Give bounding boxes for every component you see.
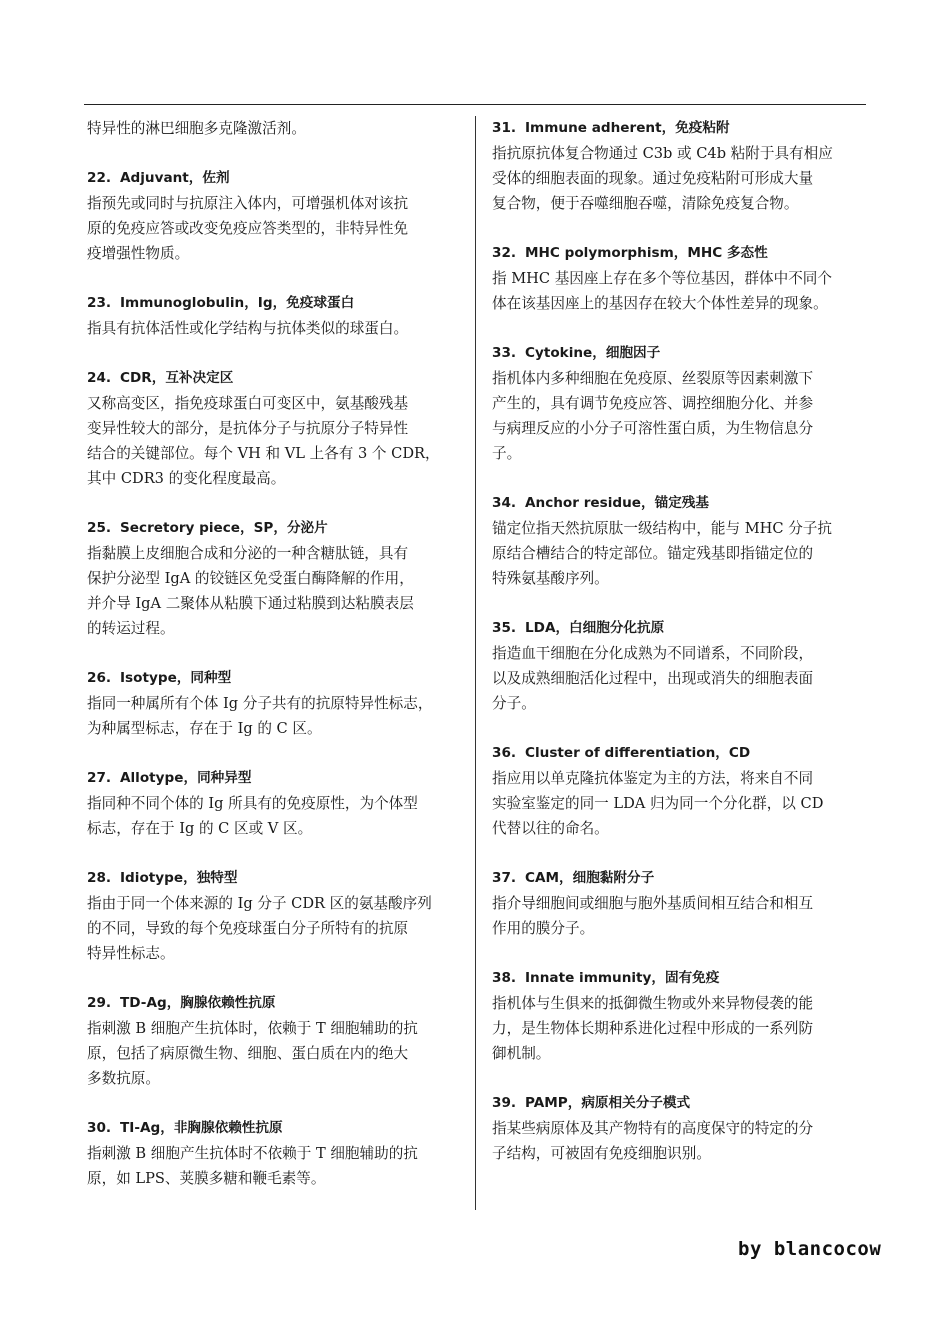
- entry-term: Innate immunity，固有免疫: [525, 970, 720, 986]
- glossary-entry: [492, 241, 870, 316]
- entry-term: Anchor residue，锚定残基: [525, 495, 709, 511]
- definition-line: 并介导 IgA 二聚体从粘膜下通过粘膜到达粘膜表层: [87, 595, 414, 612]
- entry-term: CAM，细胞黏附分子: [525, 870, 655, 886]
- definition-line: 的不同，导致的每个免疫球蛋白分子所特有的抗原: [87, 920, 409, 937]
- entry-number: 22.: [87, 170, 112, 186]
- glossary-entry: [87, 516, 467, 641]
- entry-definition: [87, 691, 467, 741]
- entry-definition: [87, 191, 467, 266]
- entry-number: 27.: [87, 770, 112, 786]
- glossary-entry: [87, 666, 467, 741]
- entry-term: Allotype，同种异型: [120, 770, 252, 786]
- definition-line: 其中 CDR3 的变化程度最高。: [87, 470, 286, 487]
- entry-number: 26.: [87, 670, 112, 686]
- entry-title: [492, 741, 870, 766]
- entry-title: [492, 491, 870, 516]
- definition-line: 特殊氨基酸序列。: [492, 570, 609, 587]
- entry-term: Idiotype，独特型: [120, 870, 238, 886]
- definition-line: 原的免疫应答或改变免疫应答类型的，非特异性免: [87, 220, 409, 237]
- entry-title: [492, 866, 870, 891]
- entry-definition: [492, 366, 870, 466]
- definition-line: 特异性标志。: [87, 945, 175, 962]
- entry-title: [87, 166, 467, 191]
- entry-number: 39.: [492, 1095, 517, 1111]
- definition-line: 指由于同一个体来源的 Ig 分子 CDR 区的氨基酸序列: [87, 895, 432, 912]
- entry-title: [87, 866, 467, 891]
- author-signature: by blancocow: [738, 1238, 882, 1260]
- definition-line: 以及成熟细胞活化过程中，出现或消失的细胞表面: [492, 670, 814, 687]
- glossary-entry: [87, 866, 467, 966]
- entry-title: [87, 366, 467, 391]
- entry-title: [492, 616, 870, 641]
- definition-line: 实验室鉴定的同一 LDA 归为同一个分化群，以 CD: [492, 795, 824, 812]
- entry-title: [87, 666, 467, 691]
- entry-term: LDA，白细胞分化抗原: [525, 620, 665, 636]
- definition-line: 指同一种属所有个体 Ig 分子共有的抗原特异性标志，: [87, 695, 433, 712]
- entry-definition: [87, 891, 467, 966]
- definition-line: 与病理反应的小分子可溶性蛋白质，为生物信息分: [492, 420, 814, 437]
- definition-line: 变异性较大的部分，是抗体分子与抗原分子特异性: [87, 420, 409, 437]
- definition-line: 指应用以单克隆抗体鉴定为主的方法，将来自不同: [492, 770, 814, 787]
- definition-line: 指抗原抗体复合物通过 C3b 或 C4b 粘附于具有相应: [492, 145, 833, 162]
- entry-term: Isotype，同种型: [120, 670, 232, 686]
- definition-line: 指造血干细胞在分化成熟为不同谱系，不同阶段，: [492, 645, 814, 662]
- entry-definition: [87, 791, 467, 841]
- entry-number: 32.: [492, 245, 517, 261]
- glossary-entry: [492, 616, 870, 716]
- entry-definition: [492, 991, 870, 1066]
- entry-definition: [492, 766, 870, 841]
- entry-number: 31.: [492, 120, 517, 136]
- column-divider: [475, 116, 476, 1210]
- entry-definition: [492, 1116, 870, 1166]
- definition-line: 指同种不同个体的 Ig 所具有的免疫原性，为个体型: [87, 795, 418, 812]
- definition-line: 原，包括了病原微生物、细胞、蛋白质在内的绝大: [87, 1045, 409, 1062]
- definition-line: 受体的细胞表面的现象。通过免疫粘附可形成大量: [492, 170, 814, 187]
- entry-term: TD-Ag，胸腺依赖性抗原: [120, 995, 276, 1011]
- entry-number: 24.: [87, 370, 112, 386]
- entry-title: [492, 966, 870, 991]
- entry-title: [87, 766, 467, 791]
- entry-number: 29.: [87, 995, 112, 1011]
- entry-definition: [87, 541, 467, 641]
- entry-definition: [87, 1016, 467, 1091]
- entry-number: 23.: [87, 295, 112, 311]
- entry-title: [87, 291, 467, 316]
- glossary-entry: [492, 491, 870, 591]
- definition-line: 子结构，可被固有免疫细胞识别。: [492, 1145, 711, 1162]
- entry-definition: [87, 1141, 467, 1191]
- entry-title: [492, 1091, 870, 1116]
- left-column: [87, 116, 467, 1191]
- definition-line: 分子。: [492, 695, 536, 712]
- entry-definition: [87, 391, 467, 491]
- definition-line: 原，如 LPS、荚膜多糖和鞭毛素等。: [87, 1170, 326, 1187]
- entry-term: CDR，互补决定区: [120, 370, 234, 386]
- entry-term: PAMP，病原相关分子模式: [525, 1095, 691, 1111]
- entry-title: [87, 1116, 467, 1141]
- glossary-entry: [492, 966, 870, 1066]
- entry-title: [87, 516, 467, 541]
- definition-line: 为种属型标志，存在于 Ig 的 C 区。: [87, 720, 322, 737]
- right-column: [492, 116, 870, 1166]
- glossary-entry: [492, 866, 870, 941]
- definition-line: 指 MHC 基因座上存在多个等位基因，群体中不同个: [492, 270, 832, 287]
- entry-definition: [492, 516, 870, 591]
- entry-title: [492, 341, 870, 366]
- definition-line: 又称高变区，指免疫球蛋白可变区中，氨基酸残基: [87, 395, 409, 412]
- definition-line: 锚定位指天然抗原肽一级结构中，能与 MHC 分子抗: [492, 520, 832, 537]
- definition-line: 保护分泌型 IgA 的铰链区免受蛋白酶降解的作用，: [87, 570, 414, 587]
- entry-number: 37.: [492, 870, 517, 886]
- entry-term: Cytokine，细胞因子: [525, 345, 661, 361]
- entry-definition: [492, 891, 870, 941]
- definition-line: 指机体内多种细胞在免疫原、丝裂原等因素刺激下: [492, 370, 814, 387]
- definition-line: 力，是生物体长期种系进化过程中形成的一系列防: [492, 1020, 814, 1037]
- definition-line: 产生的，具有调节免疫应答、调控细胞分化、并参: [492, 395, 814, 412]
- definition-line: 指介导细胞间或细胞与胞外基质间相互结合和相互: [492, 895, 814, 912]
- entry-number: 33.: [492, 345, 517, 361]
- entry-number: 35.: [492, 620, 517, 636]
- entry-number: 36.: [492, 745, 517, 761]
- definition-line: 代替以往的命名。: [492, 820, 609, 837]
- glossary-entry: [87, 1116, 467, 1191]
- entry-number: 30.: [87, 1120, 112, 1136]
- entry-term: Secretory piece，SP，分泌片: [120, 520, 328, 536]
- glossary-entry: [492, 1091, 870, 1166]
- header-rule: [84, 104, 866, 105]
- entry-definition: [492, 641, 870, 716]
- definition-line: 疫增强性物质。: [87, 245, 190, 262]
- entry-number: 34.: [492, 495, 517, 511]
- definition-line: 标志，存在于 Ig 的 C 区或 V 区。: [87, 820, 313, 837]
- definition-line: 指刺激 B 细胞产生抗体时，依赖于 T 细胞辅助的抗: [87, 1020, 418, 1037]
- continuation-text: 特异性的淋巴细胞多克隆激活剂。: [87, 120, 306, 137]
- entry-number: 28.: [87, 870, 112, 886]
- entry-definition: [492, 141, 870, 216]
- glossary-entry: [87, 166, 467, 266]
- definition-line: 指刺激 B 细胞产生抗体时不依赖于 T 细胞辅助的抗: [87, 1145, 418, 1162]
- entry-title: [492, 116, 870, 141]
- entry-definition: [87, 316, 467, 341]
- definition-line: 指具有抗体活性或化学结构与抗体类似的球蛋白。: [87, 320, 409, 337]
- glossary-entry: [87, 766, 467, 841]
- definition-line: 指黏膜上皮细胞合成和分泌的一种含糖肽链，具有: [87, 545, 409, 562]
- definition-line: 体在该基因座上的基因存在较大个体性差异的现象。: [492, 295, 828, 312]
- definition-line: 作用的膜分子。: [492, 920, 595, 937]
- entry-term: Adjuvant，佐剂: [120, 170, 230, 186]
- entry-number: 25.: [87, 520, 112, 536]
- glossary-entry: [492, 341, 870, 466]
- glossary-entry: [87, 291, 467, 341]
- definition-line: 御机制。: [492, 1045, 551, 1062]
- entry-term: Cluster of differentiation，CD: [525, 745, 751, 761]
- entry-title: [492, 241, 870, 266]
- entry-term: MHC polymorphism，MHC 多态性: [525, 245, 768, 261]
- glossary-entry: [492, 116, 870, 216]
- definition-line: 指某些病原体及其产物特有的高度保守的特定的分: [492, 1120, 814, 1137]
- definition-line: 多数抗原。: [87, 1070, 160, 1087]
- definition-line: 指预先或同时与抗原注入体内，可增强机体对该抗: [87, 195, 409, 212]
- definition-line: 结合的关键部位。每个 VH 和 VL 上各有 3 个 CDR，: [87, 445, 440, 462]
- glossary-entry: [87, 366, 467, 491]
- definition-line: 的转运过程。: [87, 620, 175, 637]
- definition-line: 原结合槽结合的特定部位。锚定残基即指锚定位的: [492, 545, 814, 562]
- glossary-entry: [492, 741, 870, 841]
- entry-term: TI-Ag，非胸腺依赖性抗原: [120, 1120, 283, 1136]
- entry-term: Immune adherent，免疫粘附: [525, 120, 730, 136]
- entry-number: 38.: [492, 970, 517, 986]
- definition-line: 复合物，便于吞噬细胞吞噬，清除免疫复合物。: [492, 195, 799, 212]
- entry-title: [87, 991, 467, 1016]
- definition-line: 指机体与生俱来的抵御微生物或外来异物侵袭的能: [492, 995, 814, 1012]
- entry-definition: [492, 266, 870, 316]
- entry-term: Immunoglobulin，Ig，免疫球蛋白: [120, 295, 355, 311]
- definition-line: 子。: [492, 445, 522, 462]
- glossary-entry: [87, 991, 467, 1091]
